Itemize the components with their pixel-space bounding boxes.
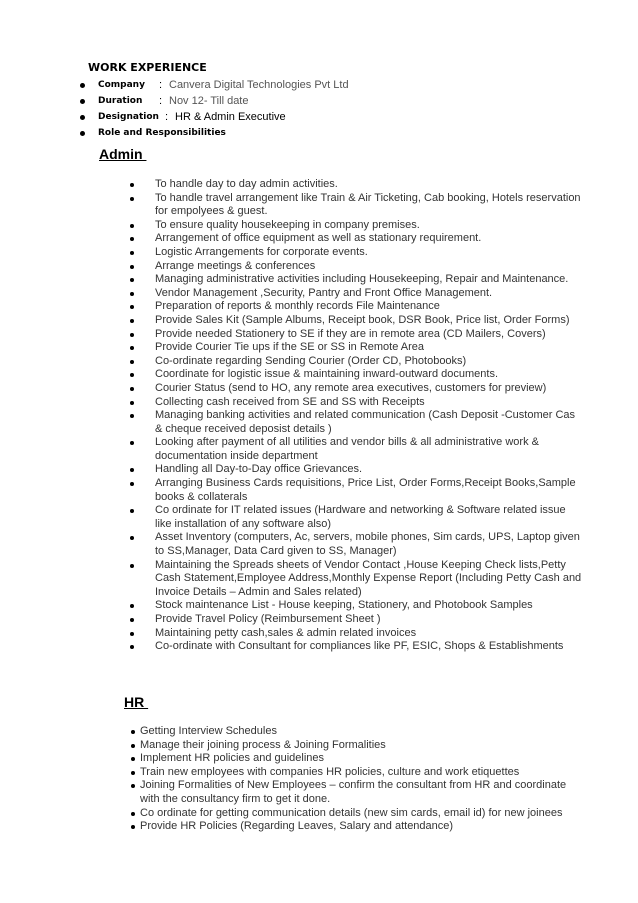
list-item: Train new employees with companies HR policies, culture and work etiquettes [0,766,570,780]
list-item: Co ordinate for getting communication details (new sim cards, email id) for new joinees [0,807,570,821]
duration-colon: : [159,95,163,107]
hr-responsibilities-list [0,725,638,834]
list-item: Preparation of reports & monthly records File Maintenance [0,300,585,314]
list-item: Joining Formalities of New Employees – confirm the consultant from HR and coordinate with the consultancy firm to get it done. [0,779,570,806]
list-item: Arrange meetings & conferences [0,260,585,274]
company-value: Canvera Digital Technologies Pvt Ltd [169,79,349,91]
list-item: Asset Inventory (computers, Ac, servers, mobile phones, Sim cards, UPS, Laptop given to SS,Manager, Data Card given to SS, Manager) [0,531,585,558]
company-colon: : [159,79,163,91]
designation-label: Designation [98,112,159,122]
list-item: Maintaining petty cash,sales & admin related invoices [0,627,585,641]
list-item: Provide Sales Kit (Sample Albums, Receipt book, DSR Book, Price list, Order Forms) [0,314,585,328]
work-experience-title: WORK EXPERIENCE [88,61,207,74]
company-label: Company [98,80,145,90]
list-item: Managing banking activities and related communication (Cash Deposit -Customer Cas & cheque received deposist details ) [0,409,585,436]
designation-value: HR & Admin Executive [175,111,286,123]
list-item: Collecting cash received from SE and SS with Receipts [0,396,585,410]
list-item: Logistic Arrangements for corporate events. [0,246,585,260]
duration-value: Nov 12- Till date [169,95,249,107]
list-item: To ensure quality housekeeping in company premises. [0,219,585,233]
list-item: Coordinate for logistic issue & maintaining inward-outward documents. [0,368,585,382]
list-item: Provide Travel Policy (Reimbursement Sheet ) [0,613,585,627]
roles-label: Role and Responsibilities [98,128,226,138]
list-item: Co-ordinate with Consultant for compliances like PF, ESIC, Shops & Establishments [0,640,585,654]
list-item: Managing administrative activities including Housekeeping, Repair and Maintenance. [0,273,585,287]
list-item: Handling all Day-to-Day office Grievances. [0,463,585,477]
list-item: Arrangement of office equipment as well as stationary requirement. [0,232,585,246]
list-item: To handle day to day admin activities. [0,178,585,192]
list-item: Courier Status (send to HO, any remote area executives, customers for preview) [0,382,585,396]
duration-label: Duration [98,96,143,106]
list-item: Vendor Management ,Security, Pantry and Front Office Management. [0,287,585,301]
hr-heading: HR [124,694,149,710]
designation-colon: : [165,111,169,123]
list-item: Getting Interview Schedules [0,725,570,739]
list-item: To handle travel arrangement like Train & Air Ticketing, Cab booking, Hotels reservation for empolyees & guest. [0,192,585,219]
list-item: Implement HR policies and guidelines [0,752,570,766]
admin-heading: Admin [99,146,147,162]
list-item: Co-ordinate regarding Sending Courier (Order CD, Photobooks) [0,355,585,369]
list-item: Provide Courier Tie ups if the SE or SS in Remote Area [0,341,585,355]
list-item: Provide needed Stationery to SE if they are in remote area (CD Mailers, Covers) [0,328,585,342]
admin-responsibilities-list [0,178,638,654]
list-item: Maintaining the Spreads sheets of Vendor Contact ,House Keeping Check lists,Petty Cash Statement,Employee Address,Monthly Expense Report (Including Petty Cash and Invoice Details – Admin and Sales related) [0,559,585,600]
list-item: Co ordinate for IT related issues (Hardware and networking & Software related issue like installation of any software also) [0,504,585,531]
list-item: Looking after payment of all utilities and vendor bills & all administrative work & documentation inside department [0,436,585,463]
list-item: Provide HR Policies (Regarding Leaves, Salary and attendance) [0,820,570,834]
list-item: Arranging Business Cards requisitions, Price List, Order Forms,Receipt Books,Sample books & collaterals [0,477,585,504]
list-item: Manage their joining process & Joining Formalities [0,739,570,753]
list-item: Stock maintenance List - House keeping, Stationery, and Photobook Samples [0,599,585,613]
